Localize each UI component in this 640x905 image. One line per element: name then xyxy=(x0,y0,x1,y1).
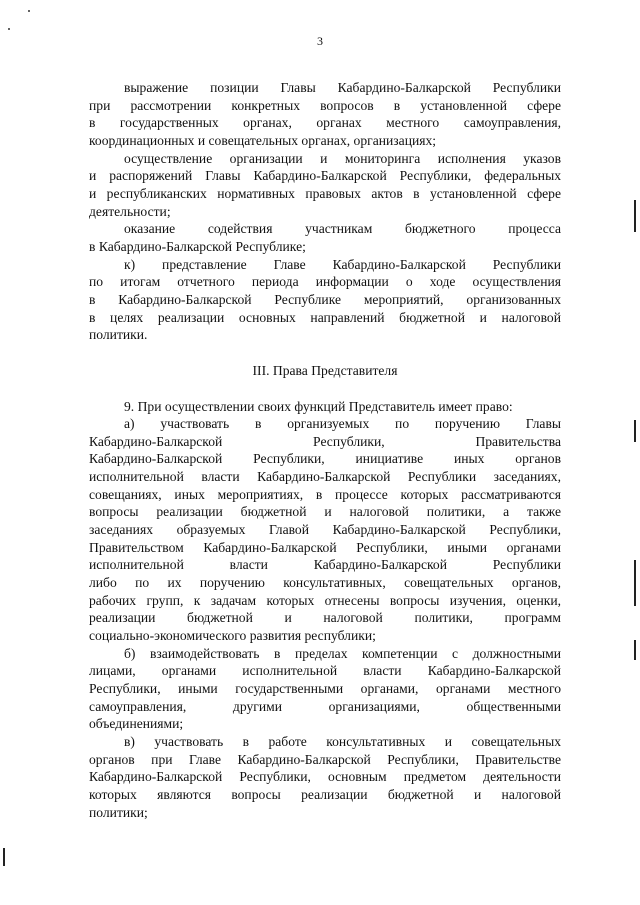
scan-dot-artifact xyxy=(8,28,10,30)
text-line: Правительством Кабардино-Балкарской Республики, иными органами xyxy=(89,539,561,555)
text-line: по итогам отчетного периода информации о ходе осуществления xyxy=(89,274,561,290)
scan-edge-mark xyxy=(3,848,5,866)
text-line: самоуправления, другими организациями, общественными xyxy=(89,698,561,714)
text-line: рабочих групп, к задачам которых отнесены вопросы изучения, оценки, xyxy=(89,592,561,608)
scan-edge-mark xyxy=(634,420,636,442)
spacer xyxy=(89,380,561,398)
paragraph xyxy=(89,79,561,150)
text-line: б) взаимодействовать в пределах компетенции с должностными xyxy=(124,645,561,661)
spacer xyxy=(89,344,561,362)
paragraph xyxy=(89,733,561,821)
text-line: Кабардино-Балкарской Республики, основным предметом деятельности xyxy=(89,769,561,785)
text-line: Кабардино-Балкарской Республики, инициативе иных органов xyxy=(89,451,561,467)
text-line: к) представление Главе Кабардино-Балкарской Республики xyxy=(124,256,561,272)
text-line: Кабардино-Балкарской Республики, Правительства xyxy=(89,433,561,449)
text-line: а) участвовать в организуемых по поручению Главы xyxy=(124,416,561,432)
paragraph xyxy=(89,415,561,645)
text-line: социально-экономического развития республики; xyxy=(89,628,376,644)
text-line: исполнительной власти Кабардино-Балкарской Республики xyxy=(89,557,561,573)
text-line: оказание содействия участникам бюджетного процесса xyxy=(124,221,561,237)
paragraph xyxy=(89,150,561,221)
page-number: 3 xyxy=(317,34,323,48)
paragraph xyxy=(89,645,561,733)
text-line: в) участвовать в работе консультативных и совещательных xyxy=(124,733,561,749)
text-line: лицами, органами исполнительной власти Кабардино-Балкарской xyxy=(89,663,561,679)
scan-edge-mark xyxy=(634,560,636,606)
paragraph xyxy=(89,220,561,255)
text-line: заседаниях образуемых Главой Кабардино-Балкарской Республики, xyxy=(89,522,561,538)
text-line: объединениями; xyxy=(89,716,184,732)
text-line: осуществление организации и мониторинга исполнения указов xyxy=(124,150,561,166)
text-line: Республики, иными государственными органами, органами местного xyxy=(89,681,561,696)
text-line: в Кабардино-Балкарской Республике мероприятий, организованных xyxy=(89,291,561,307)
text-line: органов при Главе Кабардино-Балкарской Республики, Правительстве xyxy=(89,751,561,767)
scan-edge-mark xyxy=(634,640,636,660)
text-line: 9. При осуществлении своих функций Представитель имеет право: xyxy=(124,398,513,414)
paragraph xyxy=(89,256,561,344)
text-line: политики; xyxy=(89,804,148,820)
document-body xyxy=(89,79,561,821)
scan-dot-artifact xyxy=(28,10,30,12)
text-line: которых являются вопросы реализации бюджетной и налоговой xyxy=(89,786,561,802)
text-line: координационных и совещательных органах, организациях; xyxy=(89,132,437,148)
text-line: в целях реализации основных направлений бюджетной и налоговой xyxy=(89,309,561,325)
text-line: выражение позиции Главы Кабардино-Балкарской Республики xyxy=(124,80,561,95)
text-line: вопросы реализации бюджетной и налоговой политики, а также xyxy=(89,504,561,520)
text-line: реализации бюджетной и налоговой политики, программ xyxy=(89,610,561,626)
text-line: либо по их поручению консультативных, совещательных органов, xyxy=(89,575,561,591)
text-line: в Кабардино-Балкарской Республике; xyxy=(89,238,306,254)
text-line: и распоряжений Главы Кабардино-Балкарской Республики, федеральных xyxy=(89,168,561,184)
text-line: исполнительной власти Кабардино-Балкарской Республики заседаниях, xyxy=(89,469,561,485)
text-line: в государственных органах, органах местного самоуправления, xyxy=(89,115,561,131)
text-line: совещаниях, иных мероприятиях, в процессе которых рассматриваются xyxy=(89,486,561,502)
text-line: при рассмотрении конкретных вопросов в установленной сфере xyxy=(89,97,561,113)
paragraph xyxy=(89,398,561,416)
text-line: и республиканских нормативных правовых актов в установленной сфере xyxy=(89,185,561,201)
section-heading: III. Права Представителя xyxy=(252,362,398,378)
text-line: политики. xyxy=(89,327,148,343)
scan-edge-mark xyxy=(634,200,636,232)
text-line: деятельности; xyxy=(89,203,171,219)
